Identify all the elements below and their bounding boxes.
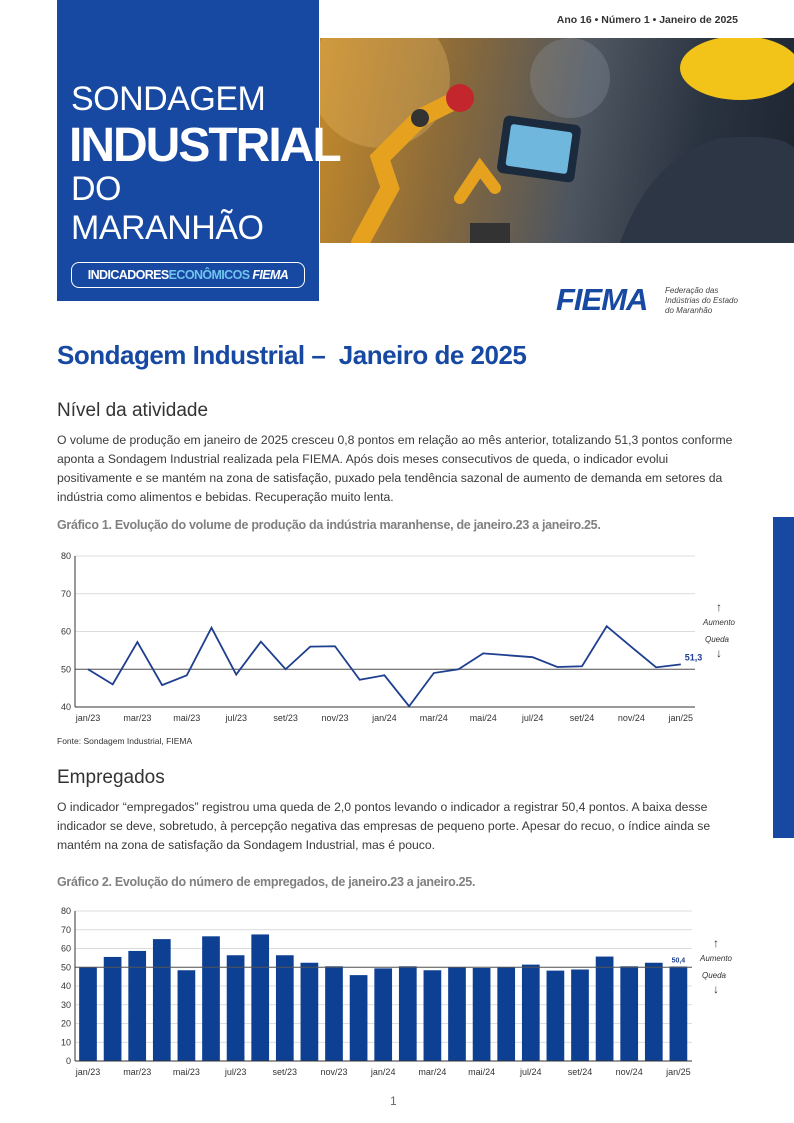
chart2-bar [399,966,417,1061]
chart2-ytick-label: 80 [60,906,71,916]
chart1-xtick-label: mai/23 [173,713,201,723]
chart1-xtick-label: jul/23 [225,713,247,723]
chart2-bar [178,970,196,1061]
chart2-bar [571,970,589,1062]
chart2-legend-queda: Queda [701,971,727,980]
chart1-xtick-label: set/23 [273,713,298,723]
chart2-ytick-label: 70 [60,924,71,935]
chart1-xtick-label: mai/24 [469,713,497,723]
chart1-xtick-label: mar/24 [419,713,448,723]
chart1-data-label: 51,3 [684,652,703,663]
chart2-xtick-label: nov/24 [615,1067,643,1077]
chart2-ytick-label: 40 [60,981,71,991]
section-heading-atividade: Nível da atividade [57,400,209,421]
chart2-bar [596,957,614,1061]
chart1-legend-aumento: Aumento [702,618,736,627]
chart2-employees-bar [40,900,740,1078]
issue-line: Ano 16 • Número 1 • Janeiro de 2025 [556,14,738,26]
chart2-xtick-label: mai/24 [468,1067,496,1077]
fiema-logo: FIEMA [556,282,648,317]
chart2-bar [227,955,245,1061]
chart2-bar [202,936,220,1061]
chart1-ytick-label: 40 [60,702,71,712]
chart2-xtick-label: jul/23 [224,1067,247,1077]
chart1-ytick-label: 70 [60,588,71,599]
chart2-xtick-label: set/23 [272,1067,298,1077]
chart2-xtick-label: jul/24 [520,1067,542,1077]
chart1-xtick-label: nov/23 [321,713,349,723]
chart1-xtick-label: jan/24 [372,713,397,723]
chart1-xtick-label: jan/23 [75,713,101,723]
chart1-arrow-up-icon: ↑ [716,600,722,614]
chart2-bar [522,965,540,1061]
chart2-bar [251,934,269,1061]
chart2-bar [153,939,171,1061]
chart2-xtick-label: jan/23 [75,1067,101,1077]
chart1-arrow-down-icon: ↓ [716,646,722,660]
chart2-bar [473,968,491,1061]
badge-part-indicadores: INDICADORES [87,268,169,282]
chart1-production-line [40,545,740,725]
chart2-xtick-label: jan/24 [370,1067,396,1077]
chart2-bar [670,967,688,1062]
badge-part-fiema: FIEMA [252,268,289,282]
chart1-caption: Gráfico 1. Evolução do volume de produção da indústria maranhense, de janeiro.23 a janeiro.25. [57,518,601,532]
chart1-series-line [88,626,681,706]
fiema-desc-line2: Indústrias do Estado [665,296,738,305]
chart1-xtick-label: nov/24 [617,713,645,723]
page-number: 1 [390,1094,397,1108]
side-accent-bar [773,517,794,838]
cover-title-maranhao: DO MARANHÃO [71,170,264,247]
chart2-ytick-label: 0 [65,1056,71,1066]
chart1-ytick-label: 50 [60,664,71,675]
chart2-xtick-label: mar/24 [418,1067,447,1077]
fiema-description [665,286,738,316]
chart2-caption: Gráfico 2. Evolução do número de empregados, de janeiro.23 a janeiro.25. [57,875,476,889]
chart1-ytick-label: 80 [60,551,71,561]
cover-title-industrial: INDUSTRIAL [69,119,340,172]
chart1-ytick-label: 60 [60,626,71,637]
chart2-xtick-label: set/24 [567,1067,593,1077]
chart2-xtick-label: mai/23 [172,1067,200,1077]
chart2-bar [448,967,466,1061]
chart1-source: Fonte: Sondagem Industrial, FIEMA [57,736,193,746]
indicadores-badge [71,262,305,288]
fiema-desc-line3: do Maranhão [665,306,713,315]
chart1-legend-queda: Queda [704,635,730,644]
chart2-xtick-label: nov/23 [320,1067,348,1077]
chart2-bar [350,975,368,1061]
page-title: Sondagem Industrial – Janeiro de 2025 [57,340,527,370]
chart2-arrow-up-icon: ↑ [713,936,719,950]
paragraph-atividade: O volume de produção em janeiro de 2025 cresceu 0,8 pontos em relação ao mês anterior, totalizando 51,3 pontos conforme aponta a Sondagem Industrial realizada pela FIEMA. Após dois meses consecutivos de queda, o indicador evolui positivamente e se mantém na zona de satisfação, puxado pela tendência sazonal de aumento de demanda em setores da indústria como alimentos e bebidas. Recuperação muito lenta. [57,433,733,504]
chart2-bar [79,967,97,1061]
cover-photo-robot-arm-worker [320,38,794,243]
chart1-xtick-label: set/24 [569,713,595,723]
chart2-ytick-label: 10 [60,1037,71,1048]
chart2-bar [547,971,565,1061]
chart2-bar [325,966,343,1061]
paragraph-empregados: O indicador “empregados” registrou uma queda de 2,0 pontos levando o indicador a registrar 50,4 pontos. A baixa desse indicador se deve, sobretudo, à percepção negativa das empresas de pequeno porte. Apesar do recuo, o índice ainda se mantém na zona de satisfação da Sondagem Industrial, mas é pouco. [57,800,711,852]
section-heading-empregados: Empregados [57,767,165,788]
chart2-bar [645,963,663,1061]
chart2-ytick-label: 60 [60,943,71,954]
chart2-xtick-label: mar/23 [123,1067,152,1077]
chart2-bar [620,966,638,1061]
chart2-bar [374,968,392,1061]
chart2-ytick-label: 30 [60,999,71,1010]
chart1-xtick-label: mar/23 [123,713,152,723]
chart2-bar [497,967,515,1061]
fiema-desc-line1: Federação das [665,286,719,295]
chart2-ytick-label: 50 [60,962,71,973]
cover-title-sondagem: SONDAGEM [71,80,266,118]
chart2-bar [276,955,294,1061]
chart2-arrow-down-icon: ↓ [713,982,719,996]
chart1-xtick-label: jul/24 [521,713,544,723]
chart2-data-label: 50,4 [671,957,686,965]
chart2-xtick-label: jan/25 [666,1067,691,1077]
chart2-bar [301,963,319,1061]
chart2-bar [104,957,122,1061]
chart2-bar [424,970,442,1061]
cover-title-box [57,0,340,301]
badge-part-economicos: ECONÔMICOS [168,268,250,282]
cover-photo-illustration [320,38,794,243]
chart1-xtick-label: jan/25 [668,713,694,723]
chart2-ytick-label: 20 [60,1018,71,1029]
chart2-legend-aumento: Aumento [699,954,733,963]
